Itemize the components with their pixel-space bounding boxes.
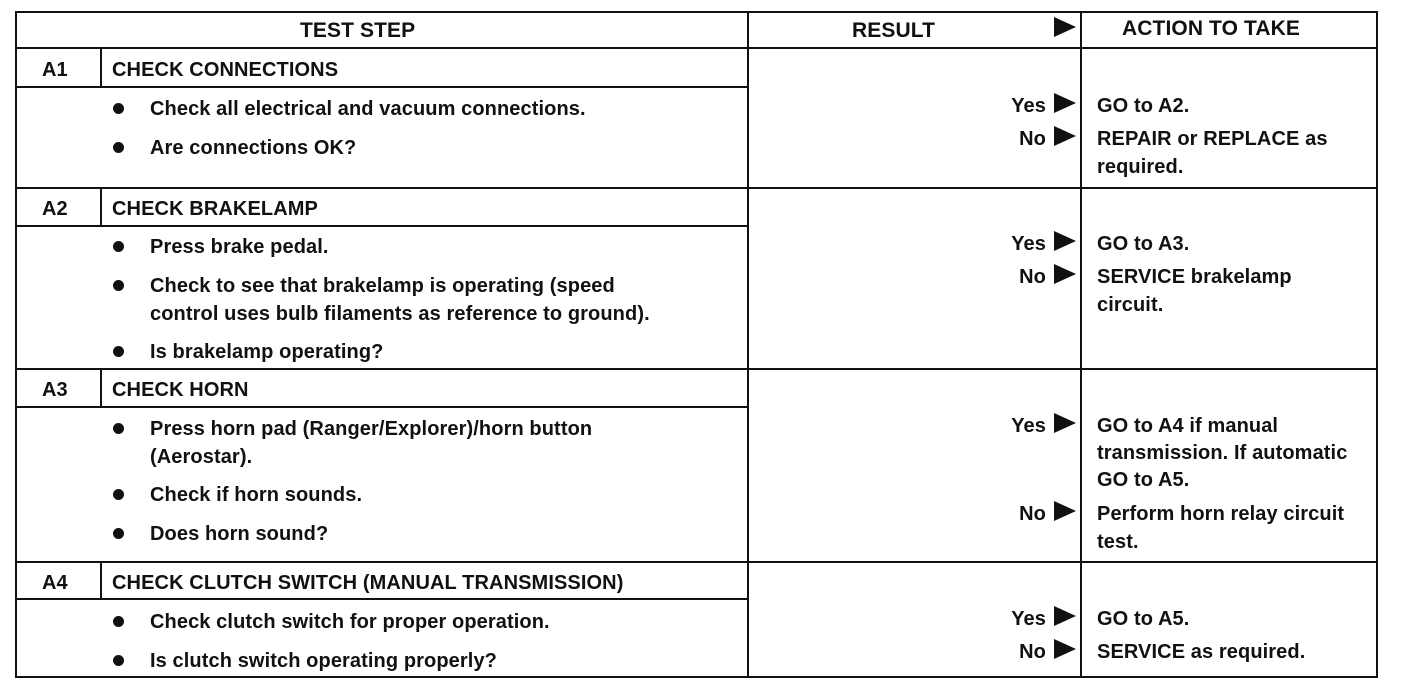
step-id-a2: A2 [42,198,68,220]
action-no-a1-line-2: required. [1097,156,1184,178]
step-title-a4: CHECK CLUTCH SWITCH (MANUAL TRANSMISSION) [112,572,624,594]
bullet-icon [113,528,124,539]
bullet-icon [113,346,124,357]
id-divider-a3 [100,368,102,408]
header-result: RESULT [852,19,936,42]
header-test-step: TEST STEP [300,19,416,42]
action-yes-a3-line-3: GO to A5. [1097,469,1190,491]
table-border-left [15,11,17,678]
step-a4-bullet-2: Is clutch switch operating properly? [150,650,497,672]
step-a4-bullet-1: Check clutch switch for proper operation. [150,611,550,633]
arrow-icon [1054,501,1076,521]
step-id-a3: A3 [42,379,68,401]
result-yes-a1: Yes [1011,95,1046,117]
table-border-bottom [15,676,1378,678]
step-a3-bullet-3: Does horn sound? [150,523,329,545]
step-a2-bullet-2-cont: control uses bulb filaments as reference to ground). [150,303,650,325]
result-no-a4: No [1019,641,1046,663]
step-a2-bullet-1: Press brake pedal. [150,236,329,258]
step-title-a3: CHECK HORN [112,379,249,401]
id-divider-a4 [100,561,102,600]
header-action: ACTION TO TAKE [1122,17,1300,40]
id-divider-a2 [100,187,102,227]
action-no-a1-line-1: REPAIR or REPLACE as [1097,128,1328,150]
result-no-a1: No [1019,128,1046,150]
action-no-a2-line-2: circuit. [1097,294,1164,316]
bullet-icon [113,655,124,666]
column-divider-result [747,11,749,678]
result-yes-a3: Yes [1011,415,1046,437]
step-a3-bullet-1-cont: (Aerostar). [150,446,253,468]
step-a1-bullet-2: Are connections OK? [150,137,357,159]
header-arrow-icon [1054,17,1076,37]
step-id-a4: A4 [42,572,68,594]
id-divider-a1 [100,47,102,88]
title-divider-a4 [15,598,749,600]
section-divider-a3 [15,368,1378,370]
arrow-icon [1054,413,1076,433]
action-yes-a2: GO to A3. [1097,233,1190,255]
arrow-icon [1054,126,1076,146]
header-divider [15,47,1378,49]
step-id-a1: A1 [42,59,68,81]
step-title-a2: CHECK BRAKELAMP [112,198,318,220]
title-divider-a2 [15,225,749,227]
arrow-icon [1054,231,1076,251]
action-no-a3-line-2: test. [1097,531,1139,553]
action-yes-a3-line-1: GO to A4 if manual [1097,415,1279,437]
step-title-a1: CHECK CONNECTIONS [112,59,339,81]
step-a1-bullet-1: Check all electrical and vacuum connections. [150,98,586,120]
table-border-right [1376,11,1378,678]
column-divider-action [1080,11,1082,678]
arrow-icon [1054,606,1076,626]
arrow-icon [1054,93,1076,113]
title-divider-a3 [15,406,749,408]
action-yes-a3-line-2: transmission. If automatic [1097,442,1348,464]
bullet-icon [113,241,124,252]
title-divider-a1 [15,86,749,88]
bullet-icon [113,616,124,627]
bullet-icon [113,489,124,500]
step-a2-bullet-2: Check to see that brakelamp is operating (speed [150,275,615,297]
result-yes-a4: Yes [1011,608,1046,630]
action-no-a2-line-1: SERVICE brakelamp [1097,266,1292,288]
result-no-a3: No [1019,503,1046,525]
bullet-icon [113,423,124,434]
action-no-a3-line-1: Perform horn relay circuit [1097,503,1345,525]
section-divider-a2 [15,187,1378,189]
bullet-icon [113,280,124,291]
bullet-icon [113,142,124,153]
action-yes-a1: GO to A2. [1097,95,1190,117]
step-a3-bullet-2: Check if horn sounds. [150,484,363,506]
step-a3-bullet-1: Press horn pad (Ranger/Explorer)/horn button [150,418,593,440]
bullet-icon [113,103,124,114]
arrow-icon [1054,264,1076,284]
result-no-a2: No [1019,266,1046,288]
table-border-top [15,11,1378,13]
action-yes-a4: GO to A5. [1097,608,1190,630]
section-divider-a4 [15,561,1378,563]
arrow-icon [1054,639,1076,659]
action-no-a4: SERVICE as required. [1097,641,1306,663]
result-yes-a2: Yes [1011,233,1046,255]
step-a2-bullet-3: Is brakelamp operating? [150,341,384,363]
